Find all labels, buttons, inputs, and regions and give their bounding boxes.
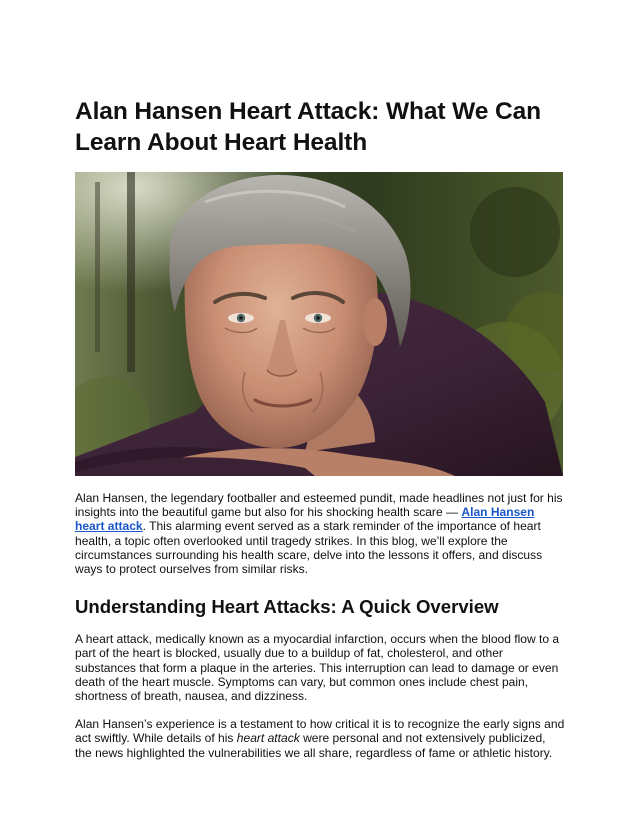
article xyxy=(75,96,565,760)
experience-text-after: were personal and not extensively publicized, the news highlighted the vulnerabilities we all share, regardless of fame or athletic history. xyxy=(75,731,553,760)
experience-emphasis: heart attack xyxy=(236,731,300,746)
experience-text-before: Alan Hansen’s experience is a testament to how critical it is to recognize the early signs and act swiftly. While details of his xyxy=(75,717,565,746)
overview-paragraph: A heart attack, medically known as a myocardial infarction, occurs when the blood flow to a part of the heart is blocked, usually due to a buildup of fat, cholesterol, and other substances that form a plaque in the arteries. This interruption can lead to damage or even death of the heart muscle. Symptoms can vary, but common ones include chest pain, shortness of breath, nausea, and dizziness. xyxy=(75,632,560,704)
intro-text-before-link: Alan Hansen, the legendary footballer and esteemed pundit, made headlines not just for his insights into the beautiful game but also for his shocking health scare — xyxy=(75,491,563,520)
section-heading: Understanding Heart Attacks: A Quick Overview xyxy=(75,596,499,618)
heart-attack-link[interactable]: Alan Hansen heart attack xyxy=(75,505,535,534)
page-title: Alan Hansen Heart Attack: What We Can Learn About Heart Health xyxy=(75,98,541,156)
hero-photo xyxy=(75,172,563,476)
intro-text-after-link: . This alarming event served as a stark reminder of the importance of heart health, a topic often overlooked until tragedy strikes. In this blog, we’ll explore the circumstances surrounding his health scare, delve into the lessons it offers, and discuss ways to protect ourselves from similar risks. xyxy=(75,519,543,577)
experience-paragraph xyxy=(75,717,565,760)
intro-paragraph xyxy=(75,491,565,576)
